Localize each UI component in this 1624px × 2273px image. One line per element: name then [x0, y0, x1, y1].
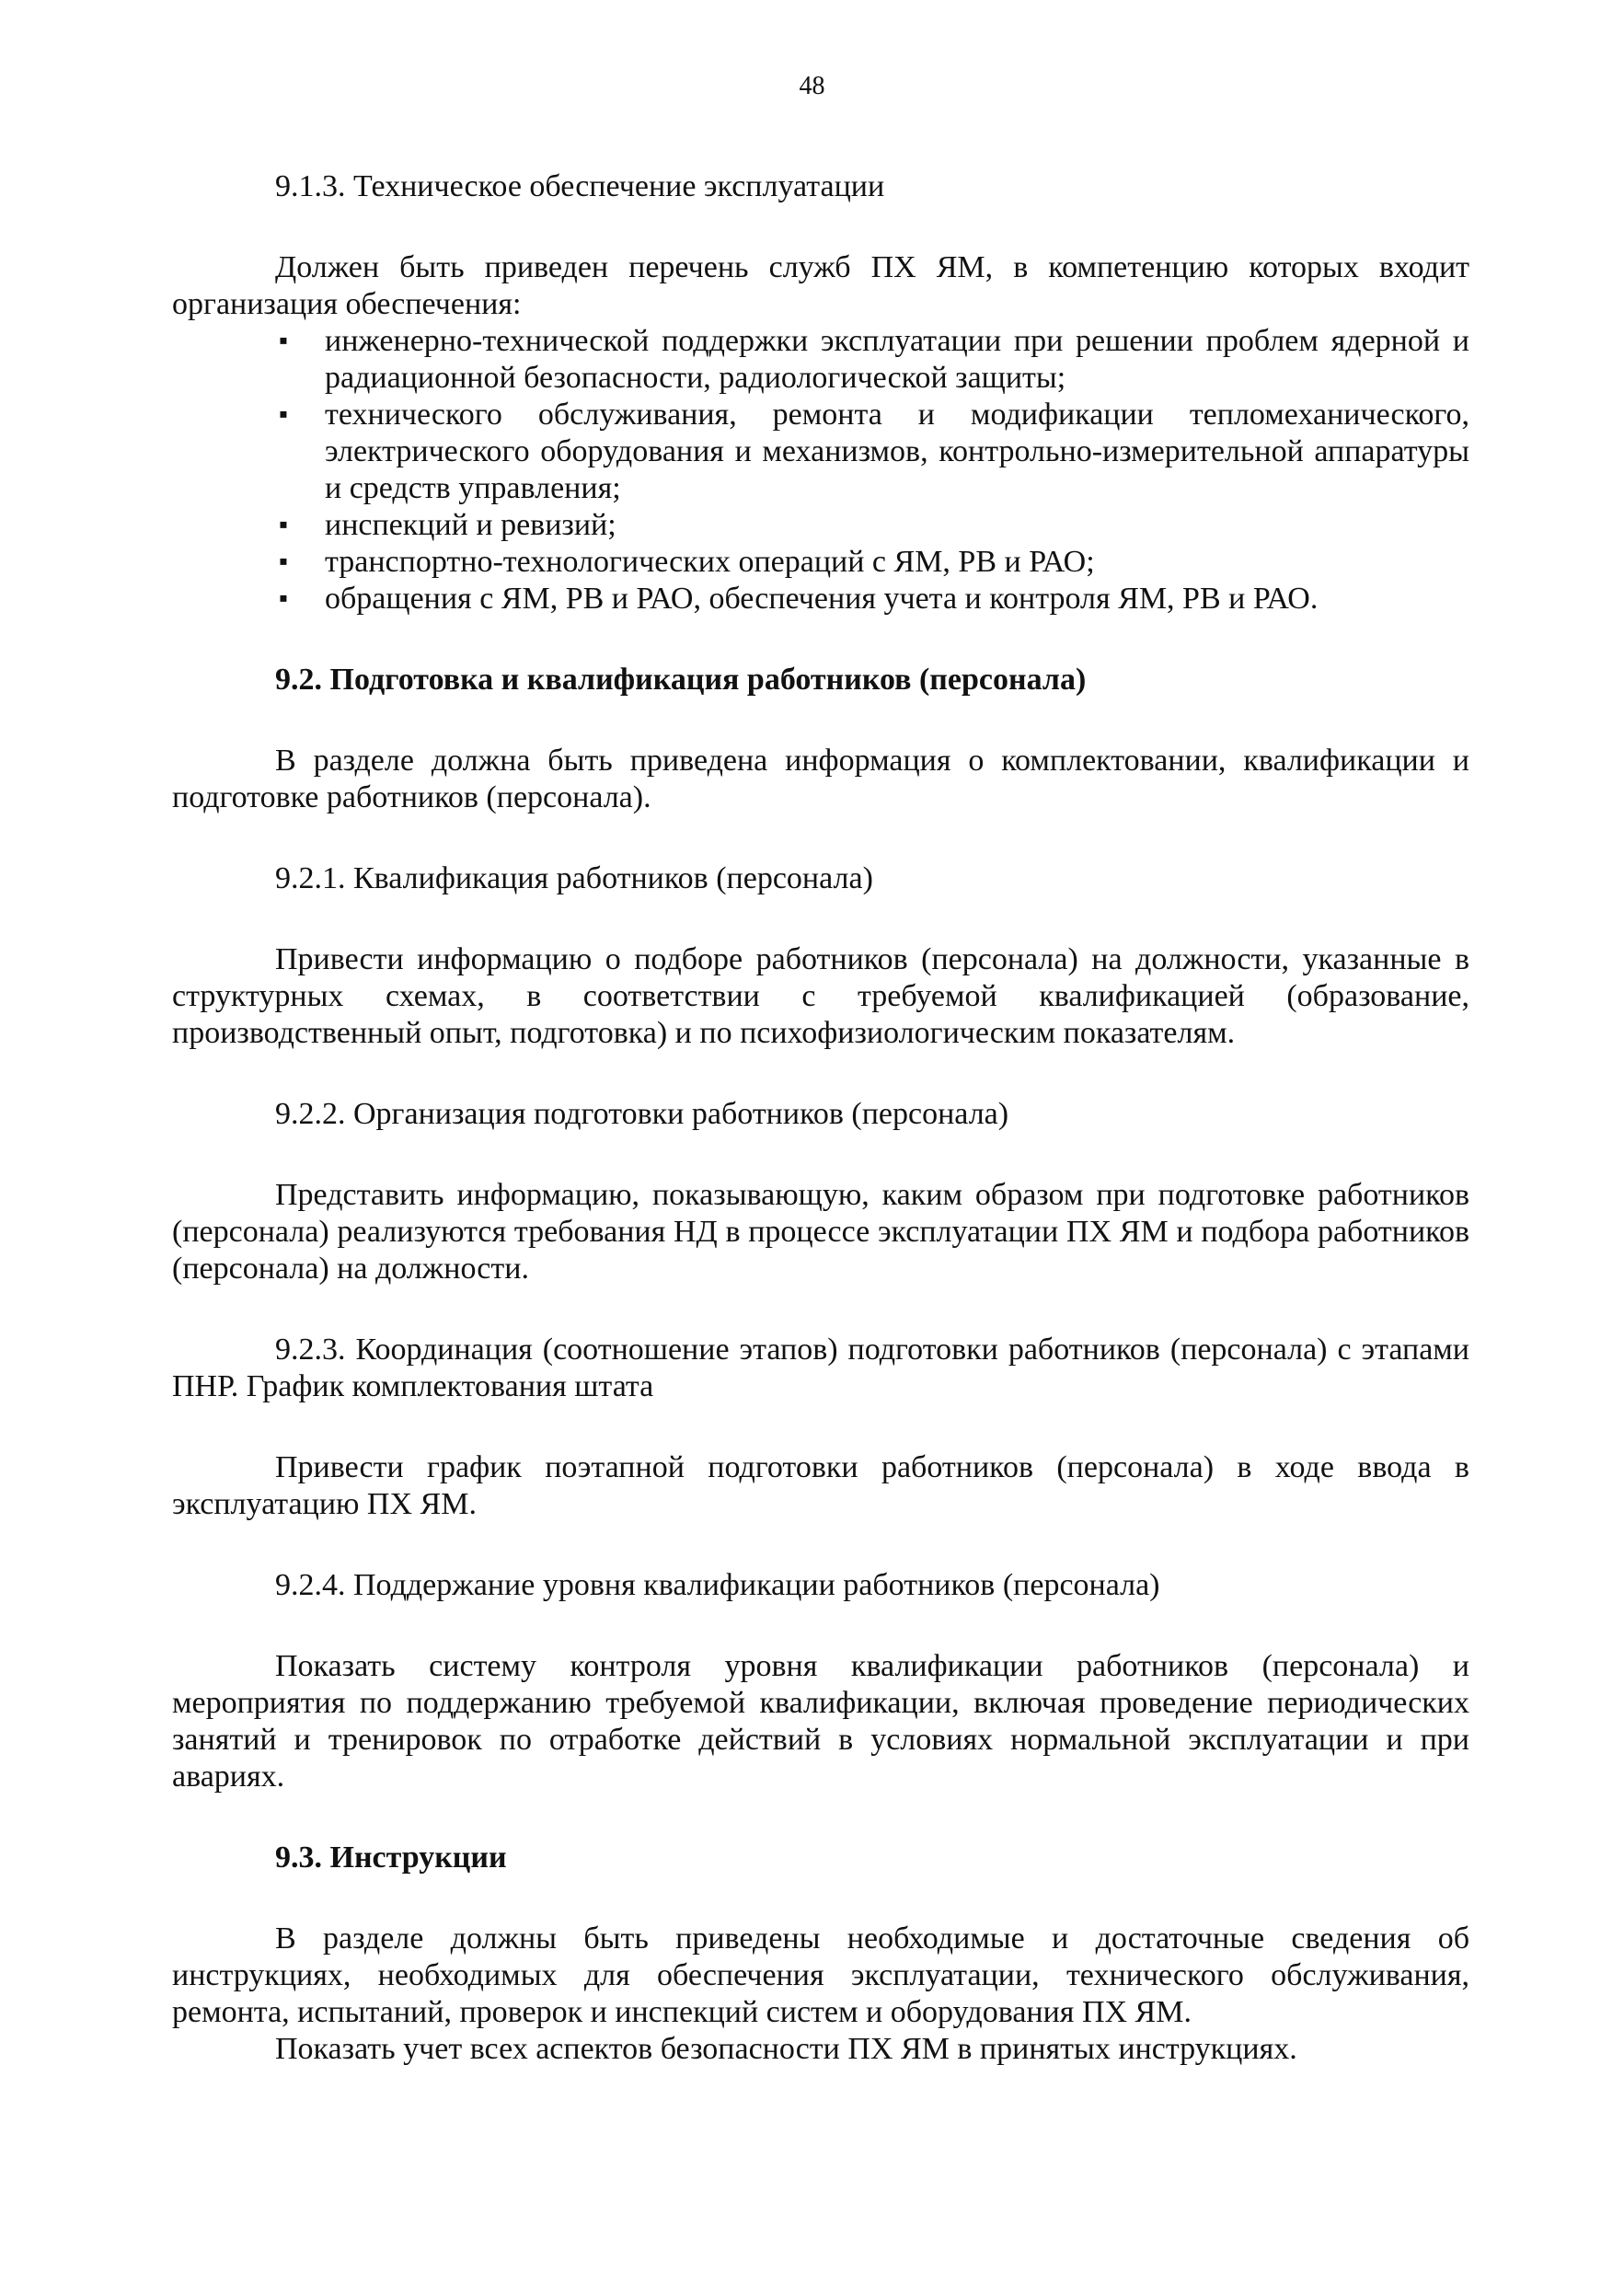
bullet-icon: ▪: [279, 584, 288, 613]
section-9-1-3-intro: Должен быть приведен перечень служб ПХ ЯМ, в компетенцию которых входит организация обеспечения:: [172, 250, 1469, 321]
section-9-2-2-heading: 9.2.2. Организация подготовки работников (персонала): [275, 1097, 1009, 1131]
bullet-icon: ▪: [279, 400, 288, 429]
section-9-2-text: В разделе должна быть приведена информация о комплектовании, квалификации и подготовке работников (персонала).: [172, 744, 1469, 814]
list-item-text: инженерно-технической поддержки эксплуатации при решении проблем ядерной и радиационной безопасности, радиологической защиты;: [325, 324, 1469, 395]
section-9-3-text: В разделе должны быть приведены необходимые и достаточные сведения об инструкциях, необходимых для обеспечения эксплуатации, технического обслуживания, ремонта, испытаний, проверок и инспекций систем и оборудования ПХ ЯМ.: [172, 1921, 1469, 2029]
list-item: [279, 397, 1469, 507]
bullet-icon: ▪: [279, 327, 288, 355]
list-item-text: транспортно-технологических операций с ЯМ, РВ и РАО;: [325, 545, 1095, 579]
list-item: [279, 544, 1469, 581]
section-9-3-heading: 9.3. Инструкции: [275, 1840, 507, 1875]
list-item: [279, 507, 1469, 544]
section-9-3-text-2: Показать учет всех аспектов безопасности ПХ ЯМ в принятых инструкциях.: [275, 2032, 1297, 2066]
list-item: [279, 581, 1469, 617]
page-content: [172, 168, 1469, 2068]
section-9-2-1-text: Привести информацию о подборе работников (персонала) на должности, указанные в структурных схемах, в соответствии с требуемой квалификацией (образование, производственный опыт, подготовка) и по психофизиологическим показателям.: [172, 942, 1469, 1050]
section-9-2-3-heading: 9.2.3. Координация (соотношение этапов) подготовки работников (персонала) с этапами ПНР. График комплектования штата: [172, 1333, 1469, 1403]
list-item-text: обращения с ЯМ, РВ и РАО, обеспечения учета и контроля ЯМ, РВ и РАО.: [325, 582, 1319, 616]
bullet-icon: ▪: [279, 511, 288, 539]
section-9-2-2-text: Представить информацию, показывающую, каким образом при подготовке работников (персонала) реализуются требования НД в процессе эксплуатации ПХ ЯМ и подбора работников (персонала) на должности.: [172, 1178, 1469, 1286]
list-item: [279, 323, 1469, 397]
section-9-2-4-heading: 9.2.4. Поддержание уровня квалификации работников (персонала): [275, 1568, 1160, 1602]
list-item-text: технического обслуживания, ремонта и модификации тепломеханического, электрического оборудования и механизмов, контрольно-измерительной аппаратуры и средств управления;: [325, 398, 1469, 505]
bullet-icon: ▪: [279, 548, 288, 576]
page-number: 48: [799, 72, 825, 100]
section-9-2-1-heading: 9.2.1. Квалификация работников (персонала): [275, 861, 873, 895]
section-9-2-3-text: Привести график поэтапной подготовки работников (персонала) в ходе ввода в эксплуатацию ПХ ЯМ.: [172, 1450, 1469, 1521]
section-9-1-3-heading: 9.1.3. Техническое обеспечение эксплуатации: [275, 169, 885, 203]
section-9-2-heading: 9.2. Подготовка и квалификация работников (персонала): [275, 663, 1087, 697]
section-9-2-4-text: Показать систему контроля уровня квалификации работников (персонала) и мероприятия по поддержанию требуемой квалификации, включая проведение периодических занятий и тренировок по отработке действий в условиях нормальной эксплуатации и при авариях.: [172, 1649, 1469, 1794]
services-list: [172, 323, 1469, 617]
list-item-text: инспекций и ревизий;: [325, 508, 616, 542]
